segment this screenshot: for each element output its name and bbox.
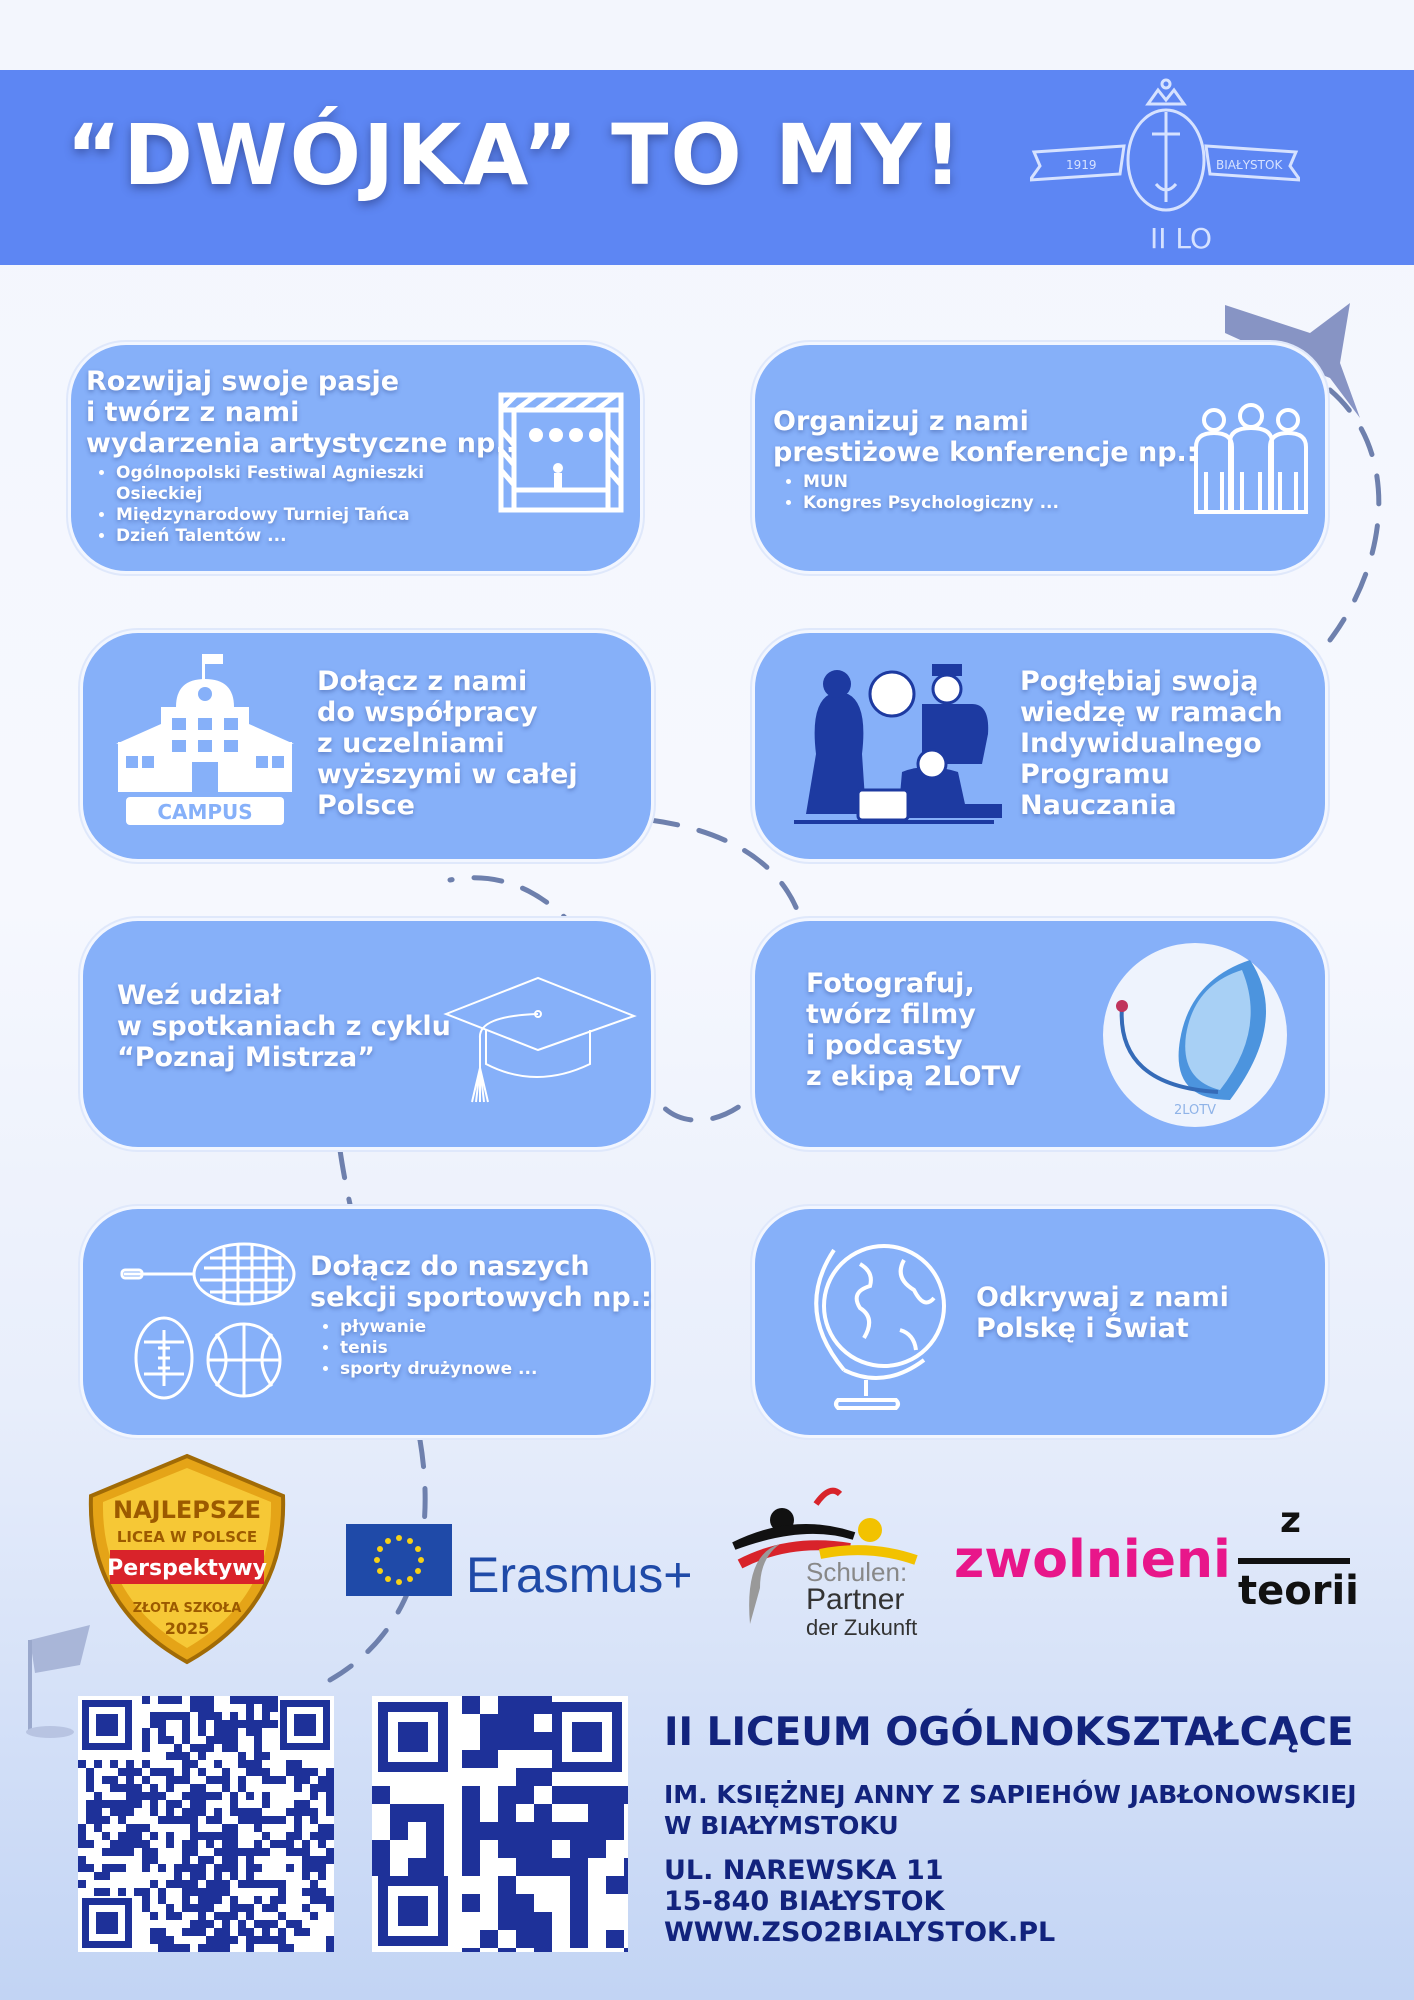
svg-text:II LO: II LO [1150, 222, 1213, 255]
page-title: “DWÓJKA” TO MY! [66, 106, 964, 204]
svg-text:2LOTV: 2LOTV [1173, 1103, 1217, 1118]
card-artistic-events-text: Rozwijaj swoje pasje i twórz z nami wydarzenia artystyczne np.: • Ogólnopolski Festiwal Agnieszki Osieckiej • Międzynarodowy Turniej Tańca • Dzień Talentów ... [86, 366, 516, 547]
tv-logo-icon [1100, 940, 1290, 1130]
patron-line-2: W BIAŁYMSTOKU [664, 1811, 899, 1840]
svg-text:Perspektywy: Perspektywy [107, 1556, 267, 1581]
card-conferences-text: Organizuj z nami prestiżowe konferencje np.: • MUN • Kongres Psychologiczny ... [773, 406, 1198, 514]
people-icon [1192, 402, 1310, 514]
svg-text:2025: 2025 [164, 1619, 210, 1638]
students-icon [792, 654, 1004, 826]
list-item: • sporty drużynowe ... [340, 1359, 652, 1380]
qr-code-2[interactable] [372, 1696, 628, 1952]
card-meet-master-text: Weź udział w spotkaniach z cyklu “Poznaj Mistrza” [117, 980, 451, 1073]
erasmus-logo-text: Erasmus+ [466, 1547, 693, 1603]
school-name: II LICEUM OGÓLNOKSZTAŁCĄCE [664, 1710, 1354, 1755]
zwolnieni-logo-top: z [1280, 1500, 1301, 1541]
list-item: • Kongres Psychologiczny ... [803, 493, 1198, 514]
eu-stars-icon [346, 1524, 452, 1596]
svg-text:1919: 1919 [1066, 158, 1097, 172]
zwolnieni-logo-divider [1238, 1558, 1350, 1564]
card-individual-program-text: Pogłębiaj swoją wiedzę w ramach Indywidualnego Programu Nauczania [1020, 666, 1283, 821]
card-sports-text: Dołącz do naszych sekcji sportowych np.: • pływanie • tenis • sporty drużynowe ... [310, 1251, 652, 1380]
zwolnieni-logo-bottom: teorii [1238, 1568, 1359, 1614]
card-universities-text: Dołącz z nami do współpracy z uczelniami wyższymi w całej Polsce [317, 666, 578, 821]
svg-text:ZŁOTA SZKOŁA: ZŁOTA SZKOŁA [132, 1601, 242, 1616]
address-street: UL. NAREWSKA 11 [664, 1855, 944, 1886]
address-city: 15-840 BIAŁYSTOK [664, 1886, 945, 1917]
svg-text:BIAŁYSTOK: BIAŁYSTOK [1216, 158, 1283, 172]
svg-text:CAMPUS: CAMPUS [157, 800, 253, 824]
list-item: • Ogólnopolski Festiwal Agnieszki Osieckiej [116, 463, 446, 505]
stage-icon [496, 390, 626, 515]
card-2lotv-text: Fotografuj, twórz filmy i podcasty z ekipą 2LOTV [806, 968, 1021, 1092]
list-item: • tenis [340, 1338, 652, 1359]
svg-text:LICEA W POLSCE: LICEA W POLSCE [116, 1528, 258, 1546]
patron-line-1: IM. KSIĘŻNEJ ANNY Z SAPIEHÓW JABŁONOWSKIEJ [664, 1780, 1357, 1809]
sports-icon [120, 1238, 296, 1402]
globe-icon [804, 1230, 952, 1410]
list-item: • Międzynarodowy Turniej Tańca [116, 505, 516, 526]
schulen-partner-text: Schulen: Partner der Zukunft [806, 1557, 918, 1640]
svg-text:NAJLEPSZE: NAJLEPSZE [113, 1496, 261, 1524]
campus-icon [116, 652, 294, 827]
list-item: • MUN [803, 472, 1198, 493]
najlepsze-licea-badge [82, 1452, 292, 1666]
list-item: • Dzień Talentów ... [116, 526, 516, 547]
qr-code-1[interactable] [78, 1696, 334, 1952]
graduation-cap-icon [442, 976, 638, 1104]
card-travel-text: Odkrywaj z nami Polskę i Świat [976, 1282, 1229, 1344]
zwolnieni-logo-main: zwolnieni [954, 1530, 1231, 1590]
list-item: • pływanie [340, 1317, 652, 1338]
website-link[interactable]: WWW.ZSO2BIALYSTOK.PL [664, 1917, 1056, 1948]
